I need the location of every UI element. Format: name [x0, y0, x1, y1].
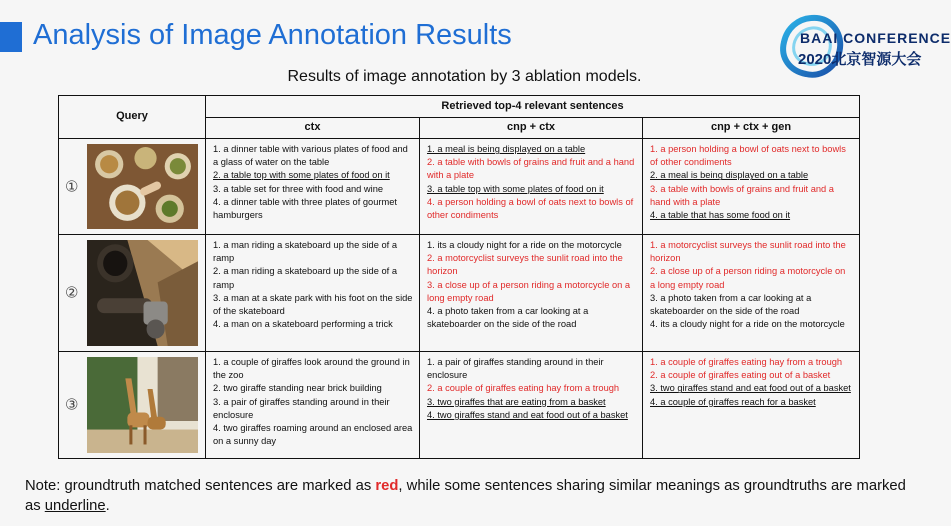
sentences-cnp-ctx-gen — [643, 352, 860, 459]
giraffes-photo — [87, 357, 198, 453]
sentence: 2. a man riding a skateboard up the side of a ramp — [213, 266, 397, 290]
column-header-ctx: ctx — [206, 118, 420, 139]
note-red-word: red — [375, 478, 399, 494]
sentences-cnp-ctx — [420, 352, 643, 459]
sentence: 4. a dinner table with three plates of gourmet hamburgers — [213, 196, 397, 221]
sentence: 1. a couple of giraffes look around the ground in the zoo — [213, 357, 410, 381]
sentence: 1. a person holding a bowl of oats next to bowls of other condiments — [650, 144, 846, 168]
sentences-ctx — [206, 139, 420, 235]
note-underline-word: underline — [44, 498, 106, 514]
sentence: 3. a photo taken from a car looking at a skateboarder on the side of the road — [650, 292, 812, 317]
table-row — [59, 352, 860, 459]
sentence: 3. a man at a skate park with his foot on the side of the skateboard — [213, 292, 413, 317]
sentences-ctx — [206, 235, 420, 352]
sentence: 2. a meal is being displayed on a table — [650, 170, 809, 181]
title-accent-bar — [0, 22, 22, 52]
sentence: 4. a person holding a bowl of oats next to bowls of other condiments — [427, 196, 634, 221]
note-text-middle: , while some sentences sharing similar meanings as groundtruths are marked as — [25, 478, 906, 514]
sentence: 2. a close up of a person riding a motorcycle on a long empty road — [650, 266, 846, 290]
sentence: 2. a table with bowls of grains and fruit and a hand with a plate — [427, 157, 635, 181]
sentence: 1. its a cloudy night for a ride on the motorcycle — [427, 240, 622, 250]
sentence: 4. its a cloudy night for a ride on the motorcycle — [650, 319, 845, 330]
dinner-table-photo — [87, 144, 198, 229]
table-row — [59, 235, 860, 352]
sentence: 1. a dinner table with various plates of food and a glass of water on the table — [213, 144, 408, 168]
sentence: 3. a pair of giraffes standing around in their enclosure — [213, 396, 390, 420]
footnote — [25, 476, 915, 516]
sentence: 4. two giraffes roaming around an enclosed area on a sunny day — [213, 423, 413, 447]
sentence: 3. two giraffes stand and eat food out of a basket — [650, 383, 851, 394]
sentence: 2. a motorcyclist surveys the sunlit road into the horizon — [427, 253, 623, 277]
sentences-cnp-ctx-gen — [643, 139, 860, 235]
sentence: 2. a table top with some plates of food on it — [213, 170, 390, 181]
sentence: 3. a table with bowls of grains and fruit and a hand with a plate — [650, 183, 834, 207]
query-header: Query — [59, 96, 206, 139]
sentence: 4. a man on a skateboard performing a trick — [213, 319, 393, 330]
sentences-ctx — [206, 352, 420, 459]
query-cell — [59, 235, 206, 352]
sentence: 1. a meal is being displayed on a table — [427, 144, 586, 154]
note-text-before: Note: groundtruth matched sentences are marked as — [25, 478, 376, 494]
logo-line1: BAAI CONFERENCE — [800, 30, 951, 46]
slide-title: Analysis of Image Annotation Results — [33, 19, 512, 51]
sentence: 3. a table top with some plates of food on it — [427, 183, 604, 194]
sentence: 4. a photo taken from a car looking at a skateboarder on the side of the road — [427, 306, 589, 330]
sentences-cnp-ctx — [420, 139, 643, 235]
sentence: 2. two giraffe standing near brick building — [213, 383, 382, 394]
column-header-cnp-ctx-gen: cnp + ctx + gen — [643, 118, 860, 139]
note-text-end: . — [105, 498, 110, 514]
row-number: ② — [65, 284, 79, 302]
row-number: ③ — [65, 396, 79, 414]
sentences-cnp-ctx-gen — [643, 235, 860, 352]
table-row — [59, 139, 860, 235]
sentence: 4. a couple of giraffes reach for a basket — [650, 396, 816, 407]
sentences-cnp-ctx — [420, 235, 643, 352]
column-header-cnp-ctx: cnp + ctx — [420, 118, 643, 139]
sentence: 3. two giraffes that are eating from a basket — [427, 396, 606, 407]
sentence: 1. a man riding a skateboard up the side of a ramp — [213, 240, 397, 264]
sentence: 2. a couple of giraffes eating hay from a trough — [427, 383, 620, 394]
motorcycle-road-photo — [87, 240, 198, 346]
sentence: 2. a couple of giraffes eating out of a basket — [650, 370, 831, 381]
sentence: 4. a table that has some food on it — [650, 210, 791, 221]
group-header: Retrieved top-4 relevant sentences — [206, 96, 860, 118]
sentence: 1. a couple of giraffes eating hay from a trough — [650, 357, 843, 367]
table-caption: Results of image annotation by 3 ablation models. — [287, 68, 642, 85]
logo-line2: 2020北京智源大会 — [798, 51, 922, 68]
sentence: 1. a motorcyclist surveys the sunlit road into the horizon — [650, 240, 846, 264]
sentence: 3. a table set for three with food and wine — [213, 183, 384, 194]
sentence: 3. a close up of a person riding a motorcycle on a long empty road — [427, 279, 631, 303]
row-number: ① — [65, 177, 79, 195]
query-cell — [59, 139, 206, 235]
sentence: 1. a pair of giraffes standing around in their enclosure — [427, 357, 604, 381]
results-table — [58, 95, 860, 459]
sentence: 4. two giraffes stand and eat food out of a basket — [427, 409, 628, 420]
query-cell — [59, 352, 206, 459]
